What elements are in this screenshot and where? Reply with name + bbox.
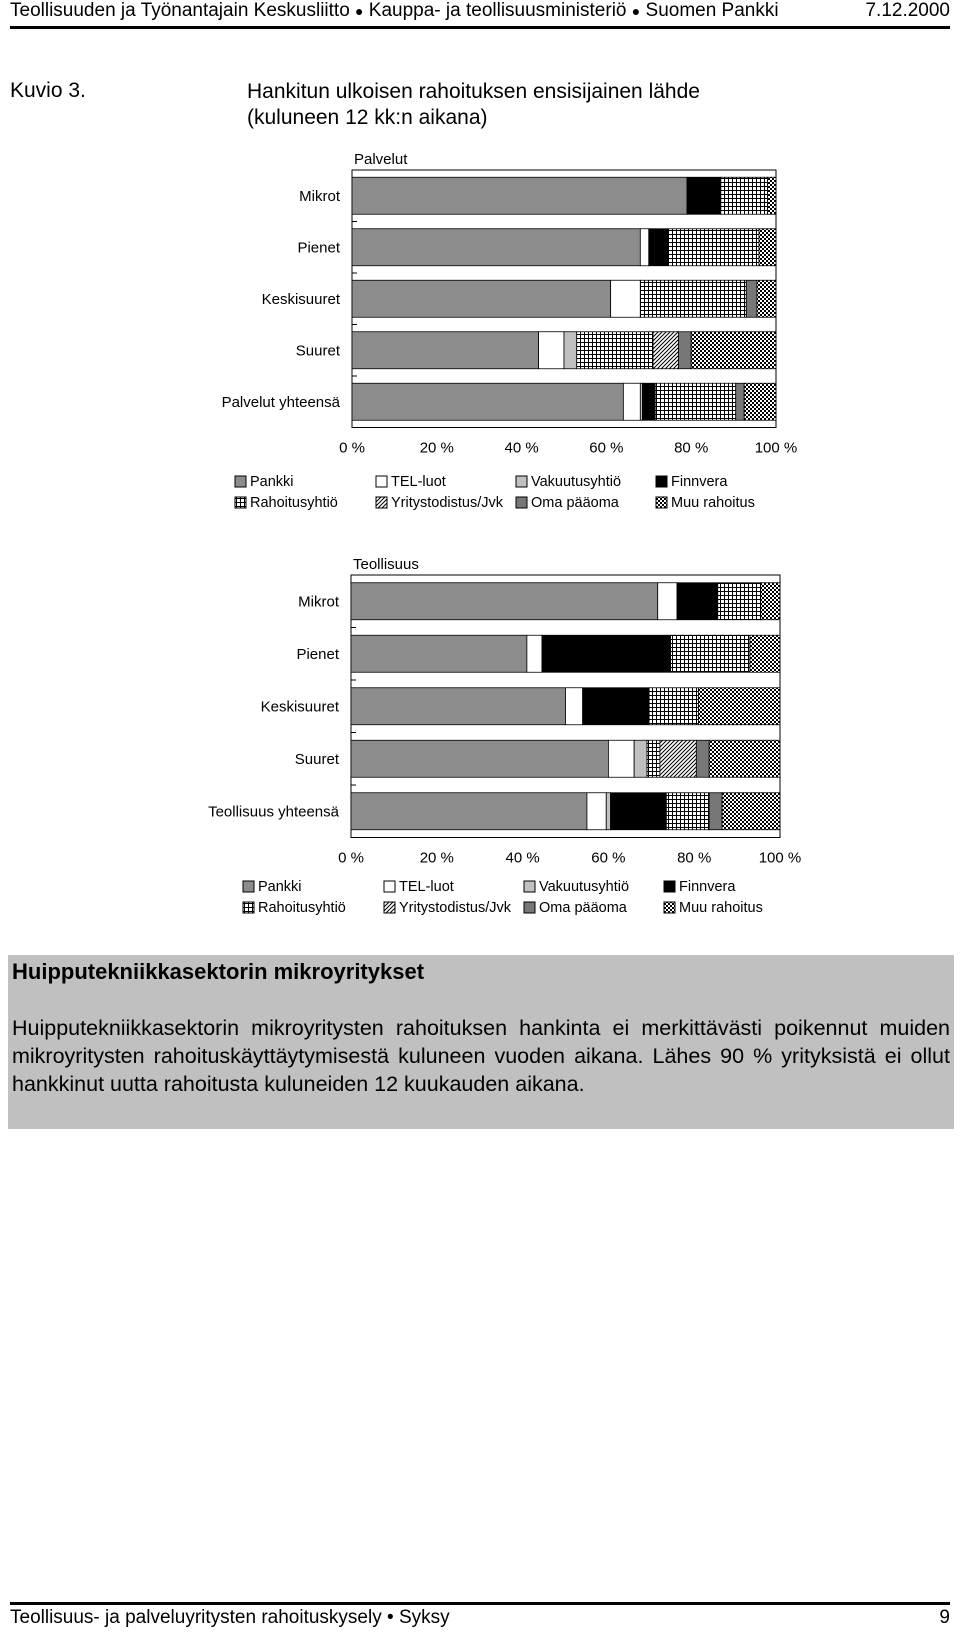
header-org-1: Teollisuuden ja Työnantajain Keskusliitto bbox=[10, 0, 350, 21]
category-label: Keskisuuret bbox=[260, 698, 339, 716]
chart-teollisuus bbox=[0, 555, 960, 925]
category-label: Mikrot bbox=[299, 187, 340, 205]
footer-season: Syksy bbox=[398, 1607, 450, 1628]
x-tick-label: 80 % bbox=[677, 849, 712, 867]
bar-segment-finnvera bbox=[687, 177, 721, 214]
bar-segment-rahoitusyhtio bbox=[668, 229, 759, 266]
footer-page-number: 9 bbox=[939, 1607, 950, 1628]
legend-label: Finnvera bbox=[671, 474, 728, 490]
section-heading: Huipputekniikkasektorin mikroyritykset bbox=[12, 959, 425, 984]
legend-label: Yritystodistus/Jvk bbox=[391, 495, 503, 511]
legend-label: Finnvera bbox=[679, 879, 736, 895]
legend-label: TEL-luot bbox=[391, 474, 446, 490]
bar-segment-tel-luot bbox=[611, 280, 641, 317]
bar-segment-finnvera bbox=[642, 383, 655, 420]
x-tick-label: 20 % bbox=[419, 849, 454, 867]
figure-title-line-2: (kuluneen 12 kk:n aikana) bbox=[247, 106, 488, 129]
bullet-icon: ● bbox=[355, 3, 364, 19]
bar-segment-rahoitusyhtio bbox=[666, 793, 709, 830]
bar-segment-muu-rahoitus bbox=[759, 229, 776, 266]
bar-segment-finnvera bbox=[677, 583, 718, 620]
bar-segment-tel-luot bbox=[527, 635, 542, 672]
bar-segment-pankki bbox=[352, 383, 623, 420]
bar-segment-pankki bbox=[352, 177, 687, 214]
legend-swatch-pankki bbox=[243, 881, 254, 892]
x-tick-label: 0 % bbox=[339, 439, 365, 457]
chart-palvelut bbox=[0, 150, 960, 520]
page-header bbox=[10, 0, 950, 29]
bar-segment-rahoitusyhtio bbox=[640, 280, 746, 317]
chart-palvelut-svg bbox=[0, 150, 960, 520]
legend-swatch-rahoitusyhtio bbox=[243, 902, 254, 913]
category-label: Palvelut yhteensä bbox=[221, 393, 340, 411]
bar-segment-muu-rahoitus bbox=[691, 332, 776, 369]
bar-segment-yritystodistus-jvk bbox=[653, 332, 678, 369]
figure-label: Kuvio 3. bbox=[10, 79, 86, 102]
legend-swatch-muu-rahoitus bbox=[664, 902, 675, 913]
legend-label: Rahoitusyhtiö bbox=[250, 495, 338, 511]
bar-segment-oma-paaoma bbox=[746, 280, 757, 317]
bar-segment-rahoitusyhtio bbox=[721, 177, 768, 214]
legend-swatch-oma-paaoma bbox=[524, 902, 535, 913]
bar-segment-finnvera bbox=[649, 229, 668, 266]
legend-swatch-tel-luot bbox=[384, 881, 395, 892]
bar-segment-pankki bbox=[351, 740, 608, 777]
legend-label: Rahoitusyhtiö bbox=[258, 900, 346, 916]
bar-segment-pankki bbox=[351, 793, 587, 830]
legend-swatch-finnvera bbox=[656, 476, 667, 487]
section-body: Huipputekniikkasektorin mikroyritysten rahoituksen hankinta ei merkittävästi poikennut muiden mikroyritysten rahoituskäyttäytymisestä kuluneen vuoden aikana. Lähes 90 % yrityksistä ei ollut hankkinut uutta rahoitusta kuluneiden 12 kuukauden aikana. bbox=[12, 1016, 950, 1096]
chart-title: Palvelut bbox=[354, 151, 408, 168]
legend-swatch-oma-paaoma bbox=[516, 497, 527, 508]
page-footer bbox=[10, 1602, 950, 1633]
bar-segment-vakuutusyhtio bbox=[606, 793, 610, 830]
category-label: Suuret bbox=[295, 342, 340, 360]
legend-swatch-yritystodistus-jvk bbox=[376, 497, 387, 508]
bar-segment-pankki bbox=[351, 688, 566, 725]
x-tick-label: 0 % bbox=[338, 849, 364, 867]
bar-segment-muu-rahoitus bbox=[709, 740, 780, 777]
bar-segment-tel-luot bbox=[539, 332, 564, 369]
bar-segment-tel-luot bbox=[623, 383, 640, 420]
x-tick-label: 60 % bbox=[591, 849, 626, 867]
header-date: 7.12.2000 bbox=[865, 0, 950, 21]
bar-segment-yritystodistus-jvk bbox=[660, 740, 696, 777]
bar-segment-oma-paaoma bbox=[696, 740, 709, 777]
bar-segment-tel-luot bbox=[587, 793, 606, 830]
chart-teollisuus-svg bbox=[0, 555, 960, 925]
legend-label: Pankki bbox=[258, 879, 302, 895]
category-label: Teollisuus yhteensä bbox=[208, 803, 339, 821]
bar-segment-tel-luot bbox=[566, 688, 583, 725]
legend-swatch-pankki bbox=[235, 476, 246, 487]
bar-segment-oma-paaoma bbox=[736, 383, 744, 420]
x-tick-label: 80 % bbox=[674, 439, 709, 457]
bar-segment-finnvera bbox=[583, 688, 649, 725]
category-label: Mikrot bbox=[298, 593, 339, 611]
bar-segment-muu-rahoitus bbox=[750, 635, 780, 672]
bar-segment-finnvera bbox=[611, 793, 667, 830]
category-label: Pienet bbox=[297, 239, 340, 257]
figure-title-line-1: Hankitun ulkoisen rahoituksen ensisijainen lähde bbox=[247, 80, 700, 103]
category-label: Suuret bbox=[294, 750, 339, 768]
bar-segment-vakuutusyhtio bbox=[634, 740, 647, 777]
legend-swatch-muu-rahoitus bbox=[656, 497, 667, 508]
x-tick-label: 100 % bbox=[758, 849, 802, 867]
bar-segment-muu-rahoitus bbox=[744, 383, 776, 420]
bar-segment-muu-rahoitus bbox=[768, 177, 776, 214]
legend-label: TEL-luot bbox=[399, 879, 454, 895]
legend-swatch-vakuutusyhtio bbox=[524, 881, 535, 892]
bar-segment-pankki bbox=[352, 332, 539, 369]
bar-segment-oma-paaoma bbox=[709, 793, 722, 830]
bar-segment-rahoitusyhtio bbox=[647, 740, 660, 777]
legend-label: Oma pääoma bbox=[539, 900, 627, 916]
chart-title: Teollisuus bbox=[353, 556, 419, 573]
bar-segment-rahoitusyhtio bbox=[655, 383, 736, 420]
bar-segment-tel-luot bbox=[640, 229, 648, 266]
bar-segment-muu-rahoitus bbox=[698, 688, 780, 725]
legend-swatch-finnvera bbox=[664, 881, 675, 892]
bar-segment-pankki bbox=[351, 635, 527, 672]
bar-segment-rahoitusyhtio bbox=[671, 635, 750, 672]
legend-label: Vakuutusyhtiö bbox=[539, 879, 630, 895]
bar-segment-tel-luot bbox=[658, 583, 677, 620]
category-label: Pienet bbox=[296, 645, 339, 663]
x-tick-label: 40 % bbox=[504, 439, 539, 457]
legend-label: Vakuutusyhtiö bbox=[531, 474, 622, 490]
footer-title bbox=[10, 1605, 450, 1633]
legend-label: Yritystodistus/Jvk bbox=[399, 900, 511, 916]
figure-title bbox=[247, 79, 700, 131]
bar-segment-pankki bbox=[352, 229, 640, 266]
x-tick-label: 100 % bbox=[754, 439, 798, 457]
bullet-icon: ● bbox=[631, 3, 641, 19]
bar-segment-oma-paaoma bbox=[678, 332, 691, 369]
legend-swatch-tel-luot bbox=[376, 476, 387, 487]
legend-label: Muu rahoitus bbox=[679, 900, 763, 916]
legend-swatch-rahoitusyhtio bbox=[235, 497, 246, 508]
footer-bullet: • bbox=[387, 1607, 394, 1628]
bar-segment-rahoitusyhtio bbox=[649, 688, 698, 725]
legend-swatch-yritystodistus-jvk bbox=[384, 902, 395, 913]
legend-swatch-vakuutusyhtio bbox=[516, 476, 527, 487]
text-section bbox=[8, 955, 954, 1129]
category-label: Keskisuuret bbox=[261, 290, 340, 308]
bar-segment-tel-luot bbox=[608, 740, 634, 777]
bar-segment-pankki bbox=[352, 280, 611, 317]
legend-label: Muu rahoitus bbox=[671, 495, 755, 511]
legend-label: Pankki bbox=[250, 474, 294, 490]
bar-segment-rahoitusyhtio bbox=[718, 583, 761, 620]
x-tick-label: 20 % bbox=[419, 439, 454, 457]
bar-segment-muu-rahoitus bbox=[757, 280, 776, 317]
footer-survey-name: Teollisuus- ja palveluyritysten rahoituskysely bbox=[10, 1607, 382, 1628]
legend-label: Oma pääoma bbox=[531, 495, 619, 511]
header-org-2: Kauppa- ja teollisuusministeriö bbox=[368, 0, 627, 21]
bar-segment-rahoitusyhtio bbox=[577, 332, 653, 369]
x-tick-label: 40 % bbox=[505, 849, 540, 867]
header-organizations bbox=[10, 0, 779, 26]
x-tick-label: 60 % bbox=[589, 439, 624, 457]
bar-segment-finnvera bbox=[542, 635, 671, 672]
bar-segment-vakuutusyhtio bbox=[564, 332, 577, 369]
bar-segment-muu-rahoitus bbox=[761, 583, 780, 620]
bar-segment-pankki bbox=[351, 583, 658, 620]
header-org-3: Suomen Pankki bbox=[645, 0, 779, 21]
bar-segment-muu-rahoitus bbox=[722, 793, 780, 830]
